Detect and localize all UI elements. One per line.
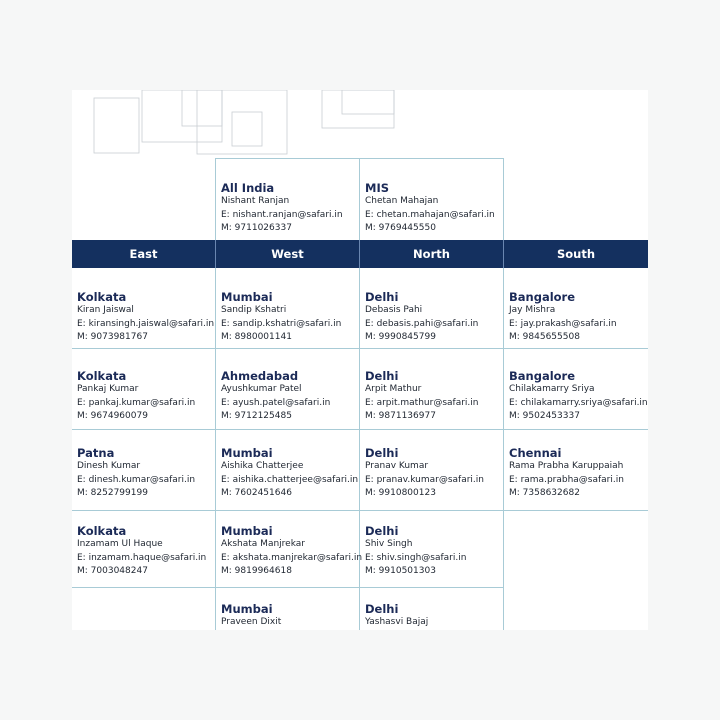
contact-city: Delhi xyxy=(365,446,399,460)
contact-sheet xyxy=(72,90,648,630)
contact-name: Kiran Jaiswal xyxy=(77,305,134,315)
region-header-south: South xyxy=(556,247,596,261)
contact-city: Kolkata xyxy=(77,369,127,383)
contact-name: Rama Prabha Karuppaiah xyxy=(509,461,624,471)
contact-email[interactable]: E: nishant.ranjan@safari.in xyxy=(221,209,343,220)
contact-email[interactable]: E: dinesh.kumar@safari.in xyxy=(77,474,196,485)
contact-all-india xyxy=(221,181,343,236)
grid-line xyxy=(72,348,648,349)
contact-city: Mumbai xyxy=(221,524,273,538)
contact-city: Kolkata xyxy=(77,524,127,538)
contact-card xyxy=(365,602,428,630)
contact-name: Chetan Mahajan xyxy=(365,196,439,206)
region-header-west: West xyxy=(271,247,304,261)
contact-mobile: M: 8980001141 xyxy=(221,332,292,342)
contact-city: Bangalore xyxy=(509,290,576,304)
contact-city: Delhi xyxy=(365,290,399,304)
grid-line xyxy=(215,268,216,630)
contact-city: Bangalore xyxy=(509,369,576,383)
contact-card xyxy=(221,524,362,579)
contact-card xyxy=(509,446,624,501)
contact-name: Pranav Kumar xyxy=(365,461,429,471)
contact-card xyxy=(77,290,214,345)
contact-email[interactable]: E: pankaj.kumar@safari.in xyxy=(77,397,196,408)
contact-email[interactable]: E: sandip.kshatri@safari.in xyxy=(221,318,342,329)
contact-name: Yashasvi Bajaj xyxy=(365,617,429,627)
contact-email[interactable]: E: debasis.pahi@safari.in xyxy=(365,318,479,329)
contact-email[interactable]: E: inzamam.haque@safari.in xyxy=(77,552,207,563)
contact-mobile: M: 8252799199 xyxy=(77,488,148,498)
contact-card xyxy=(365,446,484,501)
contact-mobile: M: 9910800123 xyxy=(365,488,436,498)
contact-email[interactable]: E: akshata.manjrekar@safari.in xyxy=(221,552,363,563)
grid-line xyxy=(72,510,648,511)
grid-line xyxy=(215,158,216,240)
grid-line xyxy=(503,268,504,630)
grid-line xyxy=(215,158,503,159)
contact-name: Sandip Kshatri xyxy=(221,305,287,315)
contact-name: Aishika Chatterjee xyxy=(221,461,304,471)
contact-email[interactable]: E: chilakamarry.sriya@safari.in xyxy=(509,397,648,408)
contact-name: Pankaj Kumar xyxy=(77,384,139,394)
contact-mobile: M: 7358632682 xyxy=(509,488,580,498)
contact-name: Jay Mishra xyxy=(509,305,556,315)
contact-city: Delhi xyxy=(365,602,399,616)
contact-card xyxy=(221,369,330,424)
grid-line xyxy=(72,587,504,588)
contact-city: Delhi xyxy=(365,524,399,538)
contact-name: Debasis Pahi xyxy=(365,305,423,315)
contact-mobile: M: 9711026337 xyxy=(221,223,292,233)
contact-city: Patna xyxy=(77,446,115,460)
contact-name: Inzamam Ul Haque xyxy=(77,539,163,549)
contact-mobile: M: 9769445550 xyxy=(365,223,436,233)
contact-card xyxy=(365,369,478,424)
contact-title: MIS xyxy=(365,181,390,195)
contact-city: Kolkata xyxy=(77,290,127,304)
contact-city: Delhi xyxy=(365,369,399,383)
contact-mobile: M: 9502453337 xyxy=(509,411,580,421)
contact-card xyxy=(509,290,617,345)
contact-name: Ayushkumar Patel xyxy=(221,384,302,394)
region-header-east: East xyxy=(129,247,158,261)
contact-card xyxy=(509,369,648,424)
contact-mobile: M: 9073981767 xyxy=(77,332,148,342)
contact-mobile: M: 9845655508 xyxy=(509,332,580,342)
contact-name: Akshata Manjrekar xyxy=(221,539,305,549)
grid-line xyxy=(72,429,648,430)
contact-mobile: M: 9712125485 xyxy=(221,411,292,421)
contact-title: All India xyxy=(221,181,275,195)
contact-mobile: M: 9871136977 xyxy=(365,411,436,421)
contact-mobile: M: 9819964618 xyxy=(221,566,292,576)
contact-email[interactable]: E: aishika.chatterjee@safari.in xyxy=(221,474,359,485)
contact-email[interactable]: E: chetan.mahajan@safari.in xyxy=(365,209,495,220)
contact-mis xyxy=(365,181,495,236)
contact-card xyxy=(221,290,341,345)
contact-email[interactable]: E: kiransingh.jaiswal@safari.in xyxy=(77,318,215,329)
contact-email[interactable]: E: pranav.kumar@safari.in xyxy=(365,474,484,485)
contact-mobile: M: 9910501303 xyxy=(365,566,436,576)
contact-city: Ahmedabad xyxy=(221,369,299,383)
contact-card xyxy=(221,446,358,501)
contact-card xyxy=(77,524,206,579)
contact-mobile: M: 9990845799 xyxy=(365,332,436,342)
contact-city: Chennai xyxy=(509,446,562,460)
contact-name: Shiv Singh xyxy=(365,539,413,549)
contact-card xyxy=(77,446,195,501)
contact-name: Arpit Mathur xyxy=(365,384,422,394)
contact-name: Praveen Dixit xyxy=(221,617,282,627)
contact-mobile: M: 7602451646 xyxy=(221,488,292,498)
contact-mobile: M: 9674960079 xyxy=(77,411,148,421)
contact-mobile: M: 7003048247 xyxy=(77,566,148,576)
region-header-north: North xyxy=(413,247,450,261)
grid-line xyxy=(503,158,504,240)
contact-email[interactable]: E: jay.prakash@safari.in xyxy=(509,318,617,329)
contact-city: Mumbai xyxy=(221,290,273,304)
contact-card xyxy=(221,602,281,630)
contact-email[interactable]: E: rama.prabha@safari.in xyxy=(509,474,624,485)
contact-name: Dinesh Kumar xyxy=(77,461,141,471)
contact-name: Chilakamarry Sriya xyxy=(509,384,595,394)
contact-name: Nishant Ranjan xyxy=(221,196,290,206)
contact-card xyxy=(77,369,195,424)
contact-email[interactable]: E: ayush.patel@safari.in xyxy=(221,397,331,408)
decorative-squares xyxy=(72,90,412,160)
contact-email[interactable]: E: arpit.mathur@safari.in xyxy=(365,397,479,408)
contact-city: Mumbai xyxy=(221,602,273,616)
contact-email[interactable]: E: shiv.singh@safari.in xyxy=(365,552,467,563)
contact-card xyxy=(365,524,466,579)
contact-city: Mumbai xyxy=(221,446,273,460)
contact-card xyxy=(365,290,478,345)
